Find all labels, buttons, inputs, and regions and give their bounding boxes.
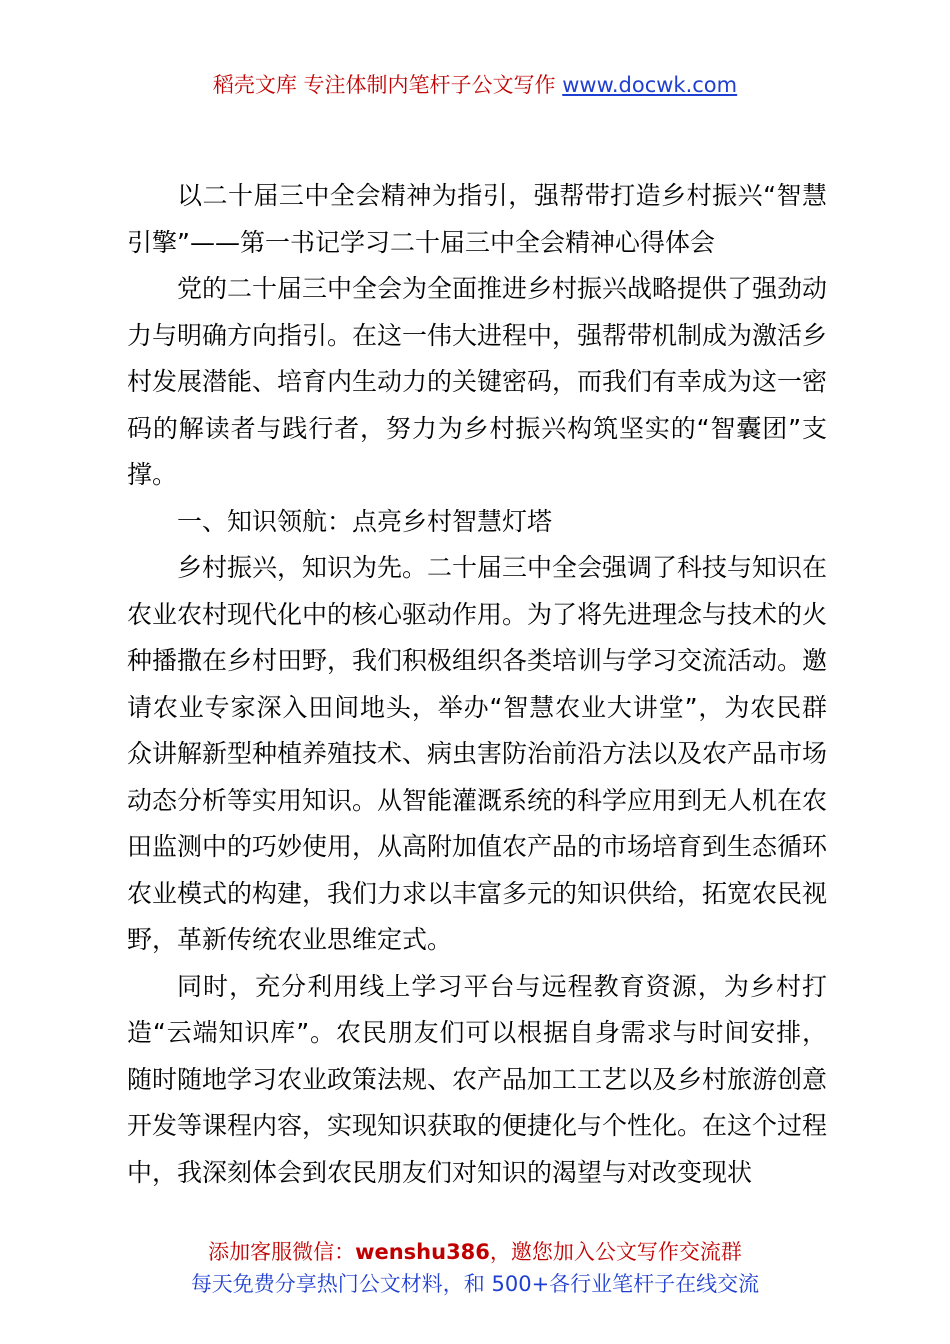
footer-suffix: ，邀您加入公文写作交流群 xyxy=(489,1240,742,1264)
paragraph: 同时，充分利用线上学习平台与远程教育资源，为乡村打造“云端知识库”。农民朋友们可以根据自身需求与时间安排，随时随地学习农业政策法规、农产品加工工艺以及乡村旅游创意开发等课程内容，实现知识获取的便捷化与个性化。在这个过程中，我深刻体会到农民朋友们对知识的渴望与对改变现状 xyxy=(127,971,828,1187)
wechat-id: wenshu386 xyxy=(355,1240,490,1264)
footer-promo-line: 每天免费分享热门公文材料，和 500+各行业笔杆子在线交流 xyxy=(190,1272,760,1296)
paragraph: 乡村振兴，知识为先。二十届三中全会强调了科技与知识在农业农村现代化中的核心驱动作用。为了将先进理念与技术的火种播撒在乡村田野，我们积极组织各类培训与学习交流活动。邀请农业专家深入田间地头，举办“智慧农业大讲堂”，为农民群众讲解新型种植养殖技术、病虫害防治前沿方法以及农产品市场动态分析等实用知识。从智能灌溉系统的科学应用到无人机在农田监测中的巧妙使用，从高附加值农产品的市场培育到生态循环农业模式的构建，我们力求以丰富多元的知识供给，拓宽农民视野，革新传统农业思维定式。 xyxy=(127,553,828,954)
site-link[interactable]: www.docwk.com xyxy=(562,73,738,97)
section-heading: 一、知识领航：点亮乡村智慧灯塔 xyxy=(177,506,553,536)
document-title: 以二十届三中全会精神为指引，强帮带打造乡村振兴“智慧引擎”——第一书记学习二十届三中全会精神心得体会 xyxy=(127,181,827,257)
paragraph: 党的二十届三中全会为全面推进乡村振兴战略提供了强劲动力与明确方向指引。在这一伟大进程中，强帮带机制成为激活乡村发展潜能、培育内生动力的关键密码，而我们有幸成为这一密码的解读者与践行者，努力为乡村振兴构筑坚实的“智囊团”支撑。 xyxy=(127,274,828,489)
page-header xyxy=(0,70,950,100)
page-footer xyxy=(0,1236,950,1300)
brand-tagline: 稻壳文库 专注体制内笔杆子公文写作 xyxy=(212,73,556,97)
footer-prefix: 添加客服微信： xyxy=(208,1240,356,1264)
footer-contact-line xyxy=(0,1236,950,1268)
document-body xyxy=(127,173,827,1196)
